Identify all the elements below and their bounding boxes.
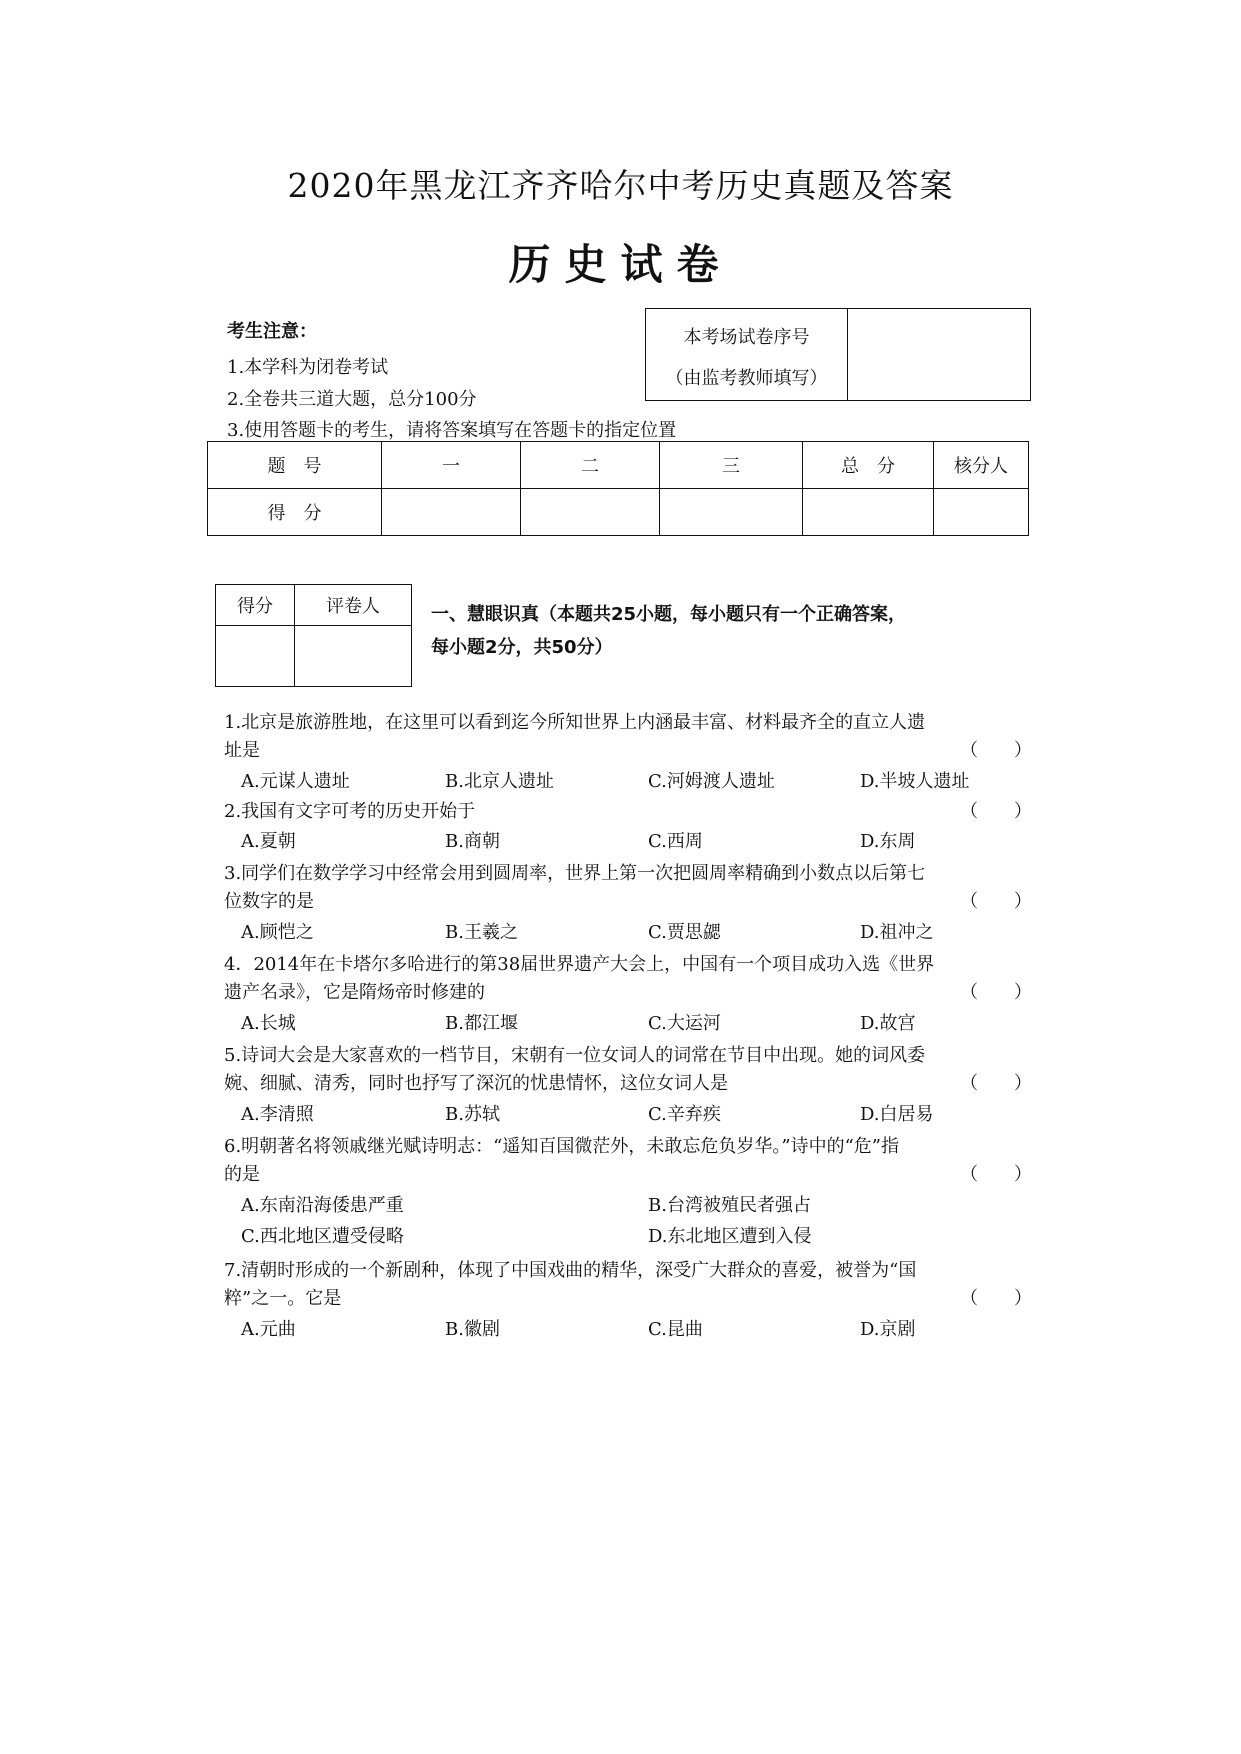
- score-input-cell[interactable]: [803, 489, 934, 536]
- score-table-score-row: [208, 489, 1029, 536]
- answer-blank[interactable]: （ ）: [960, 982, 1032, 1003]
- score-header-cell: 二: [521, 442, 660, 489]
- answer-blank[interactable]: （ ）: [960, 1164, 1032, 1185]
- option-a[interactable]: A.长城: [241, 1013, 296, 1034]
- option-a[interactable]: A.元谋人遗址: [241, 771, 350, 792]
- option-c[interactable]: C.贾思勰: [648, 922, 721, 943]
- score-header-cell: 题 号: [208, 442, 382, 489]
- question-text: 5.诗词大会是大家喜欢的一档节目，宋朝有一位女词人的词常在节目中出现。她的词风委: [224, 1045, 926, 1066]
- section-heading: [431, 598, 1031, 664]
- score-row-label: 得 分: [208, 489, 382, 536]
- option-d[interactable]: D.半坡人遗址: [860, 771, 970, 792]
- option-d[interactable]: D.东周: [860, 831, 916, 852]
- serial-number-box: [645, 308, 1031, 401]
- option-c[interactable]: C.大运河: [648, 1013, 721, 1034]
- score-header-cell: 核分人: [934, 442, 1029, 489]
- serial-number-field[interactable]: [849, 309, 1030, 400]
- question-text: 婉、细腻、清秀，同时也抒写了深沉的忧患情怀，这位女词人是: [224, 1073, 728, 1094]
- question-text: 位数字的是: [224, 891, 314, 912]
- question-text: 1.北京是旅游胜地，在这里可以看到迄今所知世界上内涵最丰富、材料最齐全的直立人遗: [224, 712, 926, 733]
- option-c[interactable]: C.西北地区遭受侵略: [241, 1226, 404, 1247]
- score-table-header-row: [208, 442, 1029, 489]
- option-b[interactable]: B.徽剧: [445, 1319, 500, 1340]
- grader-name-cell[interactable]: [295, 626, 412, 687]
- option-b[interactable]: B.都江堰: [445, 1013, 518, 1034]
- score-header-cell: 三: [660, 442, 803, 489]
- option-d[interactable]: D.祖冲之: [860, 922, 934, 943]
- question-text: 4．2014年在卡塔尔多哈进行的第38届世界遗产大会上，中国有一个项目成功入选《世界: [224, 954, 935, 975]
- question-text: 7.清朝时形成的一个新剧种，体现了中国戏曲的精华，深受广大群众的喜爱，被誉为“国: [224, 1260, 917, 1281]
- option-c[interactable]: C.昆曲: [648, 1319, 703, 1340]
- answer-blank[interactable]: （ ）: [960, 891, 1032, 912]
- option-b[interactable]: B.北京人遗址: [445, 771, 554, 792]
- option-a[interactable]: A.夏朝: [241, 831, 296, 852]
- notice-item: 3.使用答题卡的考生，请将答案填写在答题卡的指定位置: [227, 420, 677, 441]
- answer-blank[interactable]: （ ）: [960, 1288, 1032, 1309]
- option-b[interactable]: B.苏轼: [445, 1104, 500, 1125]
- section-heading-line1: 一、慧眼识真（本题共25小题，每小题只有一个正确答案，: [431, 604, 907, 625]
- score-input-cell[interactable]: [934, 489, 1029, 536]
- grader-score-cell[interactable]: [216, 626, 295, 687]
- option-b[interactable]: B.商朝: [445, 831, 500, 852]
- option-d[interactable]: D.东北地区遭到入侵: [648, 1226, 812, 1247]
- question-text: 的是: [224, 1164, 260, 1185]
- section-heading-line2: 每小题2分，共50分）: [431, 637, 613, 658]
- option-d[interactable]: D.白居易: [860, 1104, 934, 1125]
- document-title: 2020年黑龙江齐齐哈尔中考历史真题及答案: [287, 166, 954, 205]
- option-b[interactable]: B.王羲之: [445, 922, 518, 943]
- score-header-cell: 总 分: [803, 442, 934, 489]
- question-text: 3.同学们在数学学习中经常会用到圆周率，世界上第一次把圆周率精确到小数点以后第七: [224, 863, 926, 884]
- notice-item: 1.本学科为闭卷考试: [227, 357, 389, 378]
- grader-name-label: 评卷人: [295, 585, 412, 626]
- answer-blank[interactable]: （ ）: [960, 1073, 1032, 1094]
- score-input-cell[interactable]: [660, 489, 803, 536]
- question-text: 遗产名录》，它是隋炀帝时修建的: [224, 982, 485, 1003]
- notice-heading: 考生注意：: [227, 321, 317, 342]
- grader-score-label: 得分: [216, 585, 295, 626]
- option-b[interactable]: B.台湾被殖民者强占: [648, 1195, 811, 1216]
- option-d[interactable]: D.故宫: [860, 1013, 916, 1034]
- score-header-cell: 一: [382, 442, 521, 489]
- serial-label-line2: （由监考教师填写）: [665, 368, 828, 389]
- option-a[interactable]: A.元曲: [241, 1319, 296, 1340]
- option-a[interactable]: A.东南沿海倭患严重: [241, 1195, 404, 1216]
- question-text: 6.明朝著名将领戚继光赋诗明志：“遥知百国微茫外，未敢忘危负岁华。”诗中的“危”指: [224, 1136, 899, 1157]
- paper-title: 历史试卷: [508, 240, 733, 289]
- answer-blank[interactable]: （ ）: [960, 740, 1032, 761]
- score-input-cell[interactable]: [521, 489, 660, 536]
- option-d[interactable]: D.京剧: [860, 1319, 916, 1340]
- question-text: 2.我国有文字可考的历史开始于: [224, 801, 476, 822]
- option-c[interactable]: C.辛弃疾: [648, 1104, 721, 1125]
- grader-table: [215, 584, 412, 687]
- notice-item: 2.全卷共三道大题，总分100分: [227, 389, 477, 410]
- score-input-cell[interactable]: [382, 489, 521, 536]
- question-text: 粹”之一。它是: [224, 1288, 342, 1309]
- option-c[interactable]: C.河姆渡人遗址: [648, 771, 775, 792]
- question-text: 址是: [224, 740, 260, 761]
- option-a[interactable]: A.顾恺之: [241, 922, 314, 943]
- answer-blank[interactable]: （ ）: [960, 801, 1032, 822]
- serial-number-label: [646, 309, 848, 400]
- score-table: [207, 441, 1029, 536]
- option-c[interactable]: C.西周: [648, 831, 703, 852]
- serial-label-line1: 本考场试卷序号: [683, 327, 810, 348]
- option-a[interactable]: A.李清照: [241, 1104, 314, 1125]
